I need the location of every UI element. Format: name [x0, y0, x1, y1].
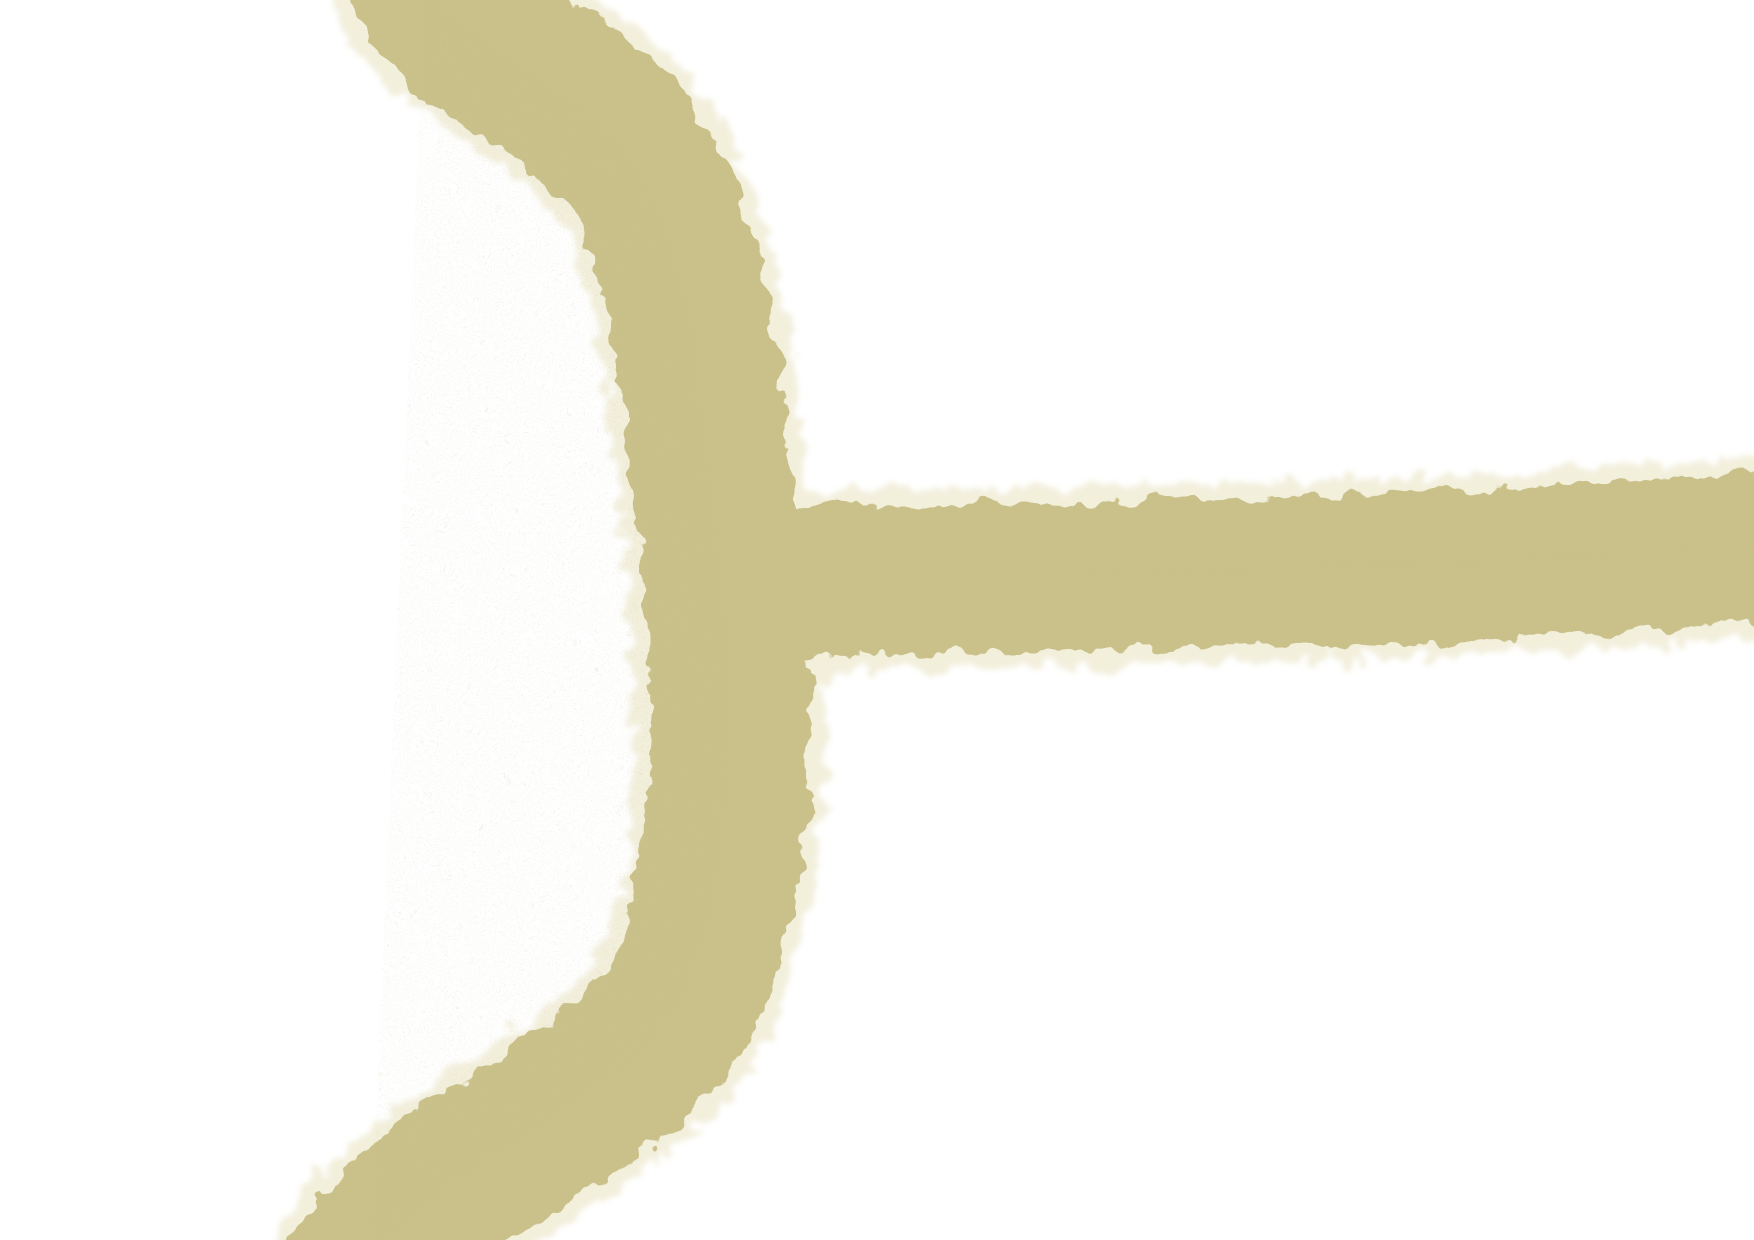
branch-road	[750, 545, 1754, 585]
